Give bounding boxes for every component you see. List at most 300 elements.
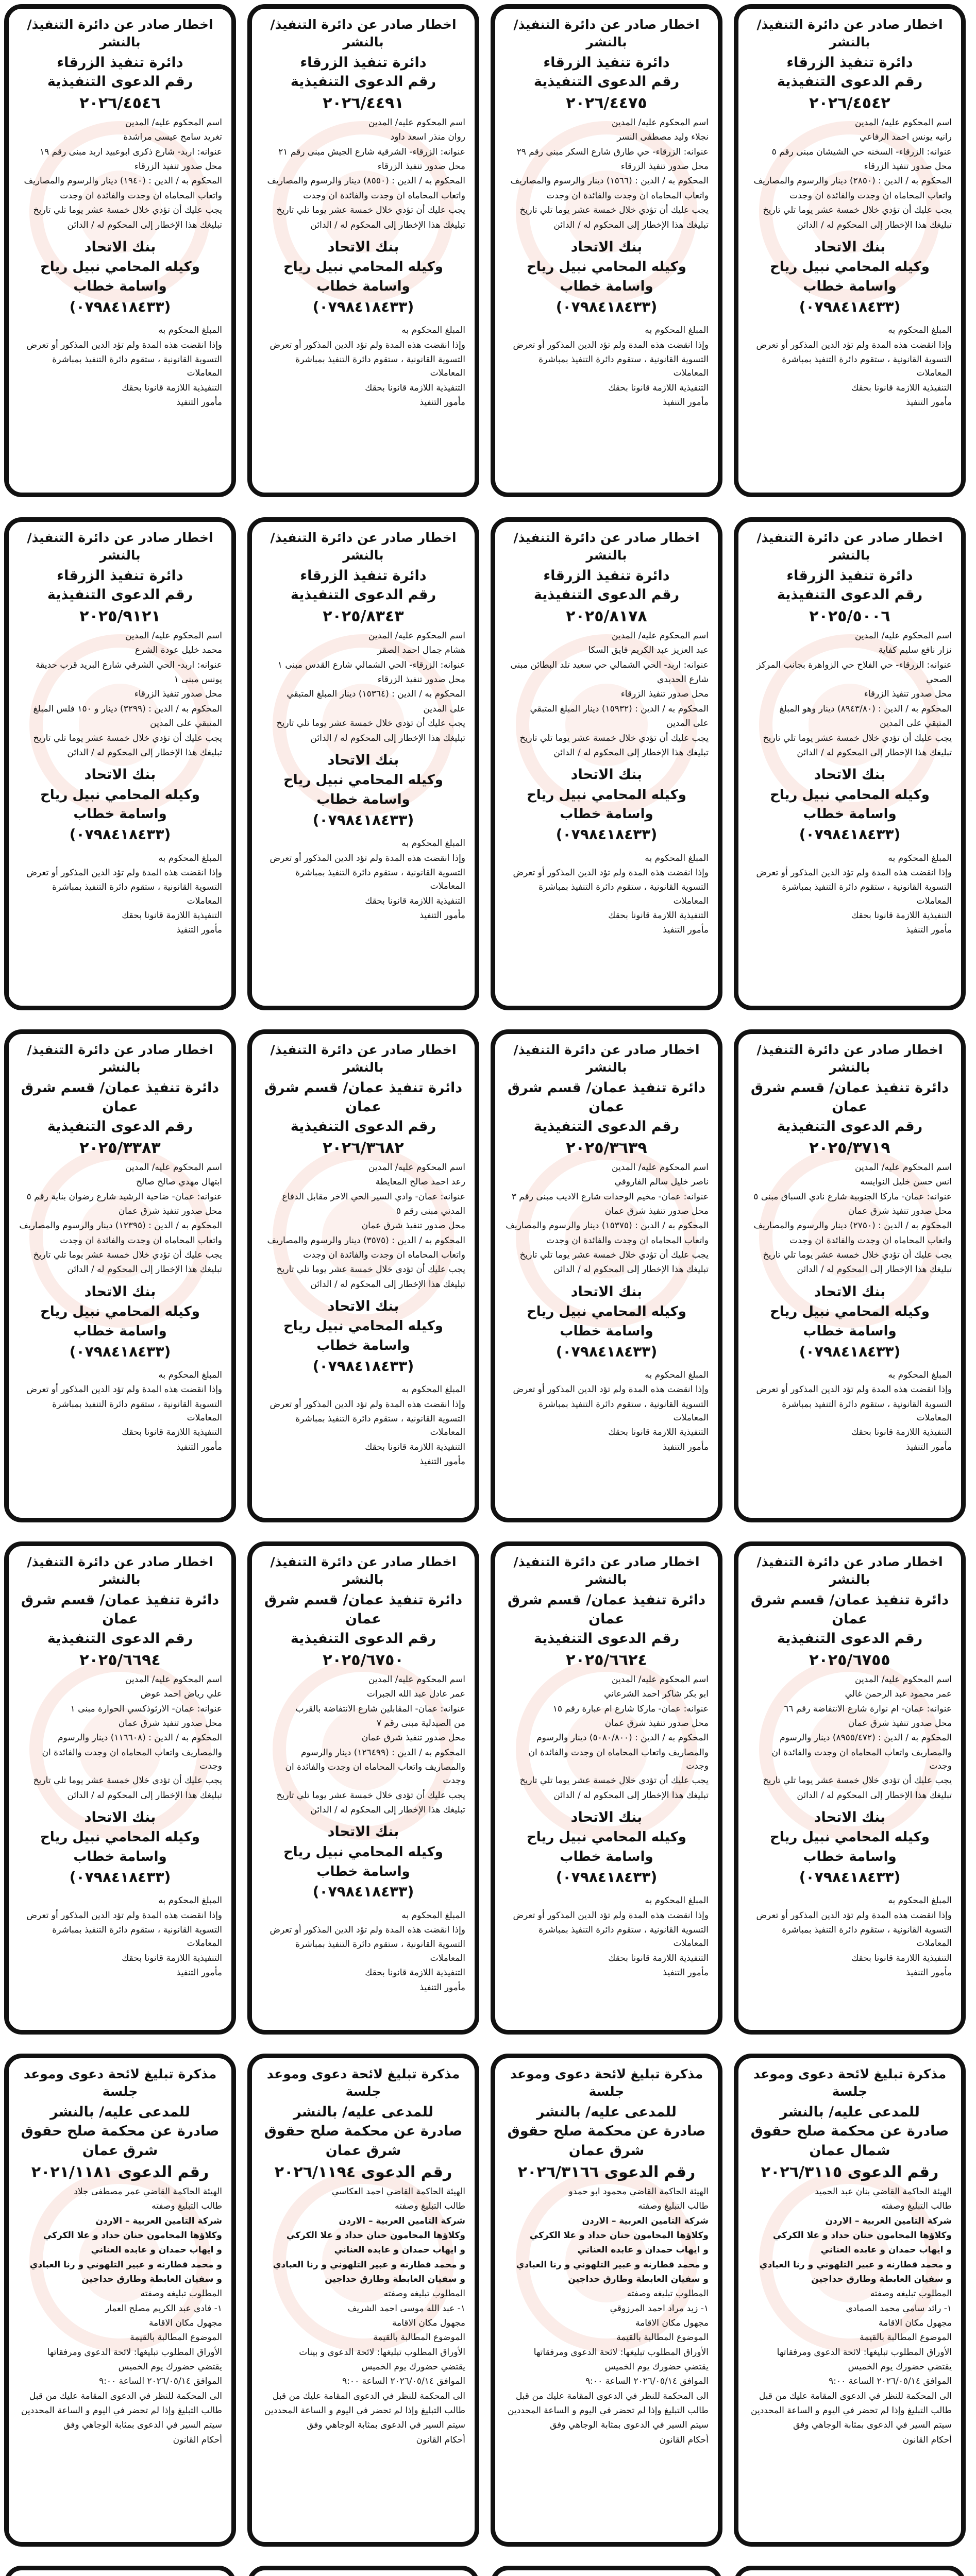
notice-text: يجب عليك أن تؤدي خلال خمسة عشر يوما تلي تاريخ: [763, 205, 952, 216]
notice-lawyer: وكيله المحامي نبيل رياح واسامة خطاب: [770, 1829, 930, 1865]
notice-text: وإذا انقضت هذه المدة ولم تؤد الدين المذكور أو تعرض: [270, 853, 465, 863]
notice-office: للمدعى عليه/ بالنشر: [536, 2104, 677, 2120]
notice-text: المطلوب تبليغه وصفته: [383, 2289, 465, 2299]
notice-text: المبلغ المحكوم به: [888, 853, 952, 863]
notice-text: نجلاء وليد مصطفى النسر: [617, 132, 709, 143]
notice-heading: اخطار صادر عن دائرة التنفيذ/ بالنشر: [27, 1042, 213, 1075]
notice-text: ابو بكر شاكر احمد الشرعاني: [604, 1689, 709, 1700]
notice-text: التسوية القانونية ، ستقوم دائرة التنفيذ بمباشرة المعاملات: [52, 1925, 222, 1949]
notice-text: التسوية القانونية ، ستقوم دائرة التنفيذ بمباشرة المعاملات: [52, 1399, 222, 1423]
notice-text: مأمور التنفيذ: [419, 397, 465, 408]
notice-text: المبلغ المحكوم به: [158, 1370, 222, 1381]
notice-lawyer: وكيله المحامي نبيل رياح واسامة خطاب: [283, 1318, 443, 1354]
notice-text: يجب عليك أن تؤدي خلال خمسة عشر يوما تلي تاريخ: [276, 718, 465, 729]
notice-text: التنفيذية اللازمة قانونا بحقك: [365, 895, 465, 906]
notice-heading: مذكرة تبليغ لائحة دعوى وموعد جلسة: [510, 2066, 703, 2099]
notice-phone: (٠٧٩٨٤١٨٤٣٣): [556, 826, 658, 843]
notice-text: وإذا انقضت هذه المدة ولم تؤد الدين المذكور أو تعرض: [756, 1384, 952, 1395]
notice-text: يقتضي حضورك يوم الخميس: [118, 2362, 222, 2372]
notice-office: دائرة تنفيذ عمان/ قسم شرق عمان: [750, 1591, 949, 1628]
notice-text: تبليغك هذا الإخطار إلى المحكوم له / الدائن: [797, 747, 952, 758]
notice-text: عنوانه: الزرقاء- السخنه حي الشيشان مبنى رقم ٥: [771, 146, 952, 157]
notice-case-label: رقم الدعوى التنفيذية: [290, 1631, 436, 1647]
notice-case-label: رقم الدعوى التنفيذية: [47, 587, 193, 603]
notice-text: المطلوب تبليغه وصفته: [627, 2289, 709, 2299]
notice-text: التنفيذية اللازمة قانونا بحقك: [608, 1953, 709, 1963]
notice-text: عنوانه: الزرقاء- الحي الشمالي شارع القدس مبنى ١: [277, 659, 465, 670]
notice-party: و ايهاب حمدان و عابده العناني: [91, 2245, 222, 2256]
notice-card: [4, 2054, 236, 2547]
notice-text: التسوية القانونية ، ستقوم دائرة التنفيذ بمباشرة المعاملات: [539, 1399, 709, 1423]
notice-creditor: بنك الاتحاد: [84, 767, 156, 783]
notice-text: أحكام القانون: [173, 2434, 222, 2445]
notice-text: تبليغك هذا الإخطار إلى المحكوم له / الدائن: [797, 219, 952, 230]
notice-text: عنوانه: عمان- ماركا الجنوبية شارع نادي السباق مبنى ٥: [753, 1191, 952, 1202]
notice-party: و سفيان العابطة وطارق حداجين: [811, 2274, 952, 2284]
notice-lawyer: وكيله المحامي نبيل رياح واسامة خطاب: [283, 259, 443, 295]
notice-office: دائرة تنفيذ عمان/ قسم شرق عمان: [21, 1079, 220, 1115]
notice-text: واتعاب المحاماه ان وجدت والفائدة ان وجدت: [303, 190, 465, 201]
notice-text: علي رياض احمد عوض: [140, 1689, 222, 1700]
notice-creditor: بنك الاتحاد: [814, 767, 886, 783]
notice-text: طالب التبليغ وصفته: [638, 2201, 709, 2212]
notice-lawyer: وكيله المحامي نبيل رياح واسامة خطاب: [527, 259, 686, 295]
notice-lawyer: وكيله المحامي نبيل رياح واسامة خطاب: [40, 1304, 200, 1339]
notice-text: الأوراق المطلوب تبليغها: لائحة الدعوى و بينات: [299, 2347, 465, 2358]
notice-text: ١- عبد الله موسى احمد الشريف: [347, 2303, 465, 2314]
notice-case-label: رقم الدعوى التنفيذية: [777, 1118, 923, 1135]
notice-text: على المدين: [423, 703, 465, 714]
notice-text: الموضوع المطالبة بالقيمة: [616, 2332, 709, 2343]
notice-text: يجب عليك أن تؤدي خلال خمسة عشر يوما تلي تاريخ: [276, 1790, 465, 1801]
notice-heading: مذكرة تبليغ لائحة دعوى وموعد جلسة: [266, 2066, 460, 2099]
notice-text: مأمور التنفيذ: [419, 1456, 465, 1467]
notice-heading: مذكرة تبليغ لائحة دعوى وموعد جلسة: [23, 2066, 217, 2099]
notice-card: [4, 4, 236, 497]
notice-text: ١- فادي عبد الكريم مصلح العمار: [105, 2303, 222, 2314]
notice-text: هشام جمال احمد الصقر: [377, 645, 465, 656]
notice-text: يقتضي حضورك يوم الخميس: [361, 2362, 465, 2372]
notice-text: يجب عليك أن تؤدي خلال خمسة عشر يوما تلي تاريخ: [33, 1775, 222, 1786]
notice-text: ١- رائد سامي محمد الصمادي: [846, 2303, 952, 2314]
notice-text: تبليغك هذا الإخطار إلى المحكوم له / الدائن: [67, 1790, 222, 1801]
notice-text: مأمور التنفيذ: [663, 397, 709, 408]
notice-text: المحكوم به / الدين : (٨٩٤٣/٨٠) دينار وهو المبلغ: [779, 703, 952, 714]
notice-text: المبلغ المحكوم به: [888, 325, 952, 336]
notice-text: الهيئة الحاكمة القاضي بنان عبد الحميد: [815, 2186, 952, 2197]
notice-text: المحكوم به / الدين : (٢٨٥٠) دينار والرسوم والمصاريف: [753, 176, 952, 187]
notice-card: [247, 2054, 479, 2547]
notice-text: شارع الحديدي: [657, 674, 709, 685]
notice-text: اسم المحكوم عليه/ المدين: [855, 117, 952, 128]
notice-text: مأمور التنفيذ: [663, 1442, 709, 1452]
notice-text: سيتم السير في الدعوى بمثابة الوجاهي وفق: [63, 2420, 222, 2431]
notice-card: [491, 517, 722, 1010]
notice-lawyer: وكيله المحامي نبيل رياح واسامة خطاب: [527, 787, 686, 822]
notice-text: المحكوم به / الدين : (٨٩٥٥/٤٧٢) دينار والرسوم: [780, 1733, 952, 1743]
notice-case-label: رقم الدعوى التنفيذية: [533, 587, 680, 603]
notice-lawyer: وكيله المحامي نبيل رياح واسامة خطاب: [770, 1304, 930, 1339]
notice-text: يجب عليك أن تؤدي خلال خمسة عشر يوما تلي تاريخ: [276, 205, 465, 216]
notice-text: وإذا انقضت هذه المدة ولم تؤد الدين المذكور أو تعرض: [513, 1910, 709, 1921]
notice-text: التنفيذية اللازمة قانونا بحقك: [851, 910, 952, 921]
notice-heading: اخطار صادر عن دائرة التنفيذ/ بالنشر: [27, 530, 213, 563]
notice-text: طالب التبليغ وإذا لم تحضر في اليوم و الساعة المحددين: [751, 2405, 952, 2416]
notice-case-number: رقم الدعوى ٢٠٢٦/١١٩٤: [274, 2163, 452, 2181]
notice-text: الصحي: [926, 674, 952, 685]
notice-text: مأمور التنفيذ: [906, 1968, 952, 1978]
notice-text: الهيئة الحاكمة القاضي محمود ابو حمدو: [568, 2186, 709, 2197]
notice-text: اسم المحكوم عليه/ المدين: [855, 1162, 952, 1173]
notice-text: تبليغك هذا الإخطار إلى المحكوم له / الدائن: [67, 747, 222, 758]
notice-text: وإذا انقضت هذه المدة ولم تؤد الدين المذكور أو تعرض: [756, 1910, 952, 1921]
notice-text: مأمور التنفيذ: [906, 397, 952, 408]
notice-text: اسم المحكوم عليه/ المدين: [368, 631, 465, 641]
notice-text: التنفيذية اللازمة قانونا بحقك: [851, 1427, 952, 1438]
notice-card: [491, 1029, 722, 1522]
notice-text: رانيه يونس احمد الرفاعي: [860, 132, 952, 143]
notice-party: وكلاؤها المحامون حنان حداد و علا الكركي: [286, 2230, 465, 2241]
notice-text: محل صدور تنفيذ الزرقاء: [134, 161, 222, 172]
notice-text: الموضوع المطالبة بالقيمة: [860, 2332, 952, 2343]
notice-text: الهيئة الحاكمة القاضي احمد العكاسي: [331, 2186, 465, 2197]
notice-text: التسوية القانونية ، ستقوم دائرة التنفيذ بمباشرة المعاملات: [295, 354, 465, 379]
notice-party: شركة التامين العربية – الاردن: [582, 2215, 709, 2226]
notice-case-label: رقم الدعوى التنفيذية: [777, 1631, 923, 1647]
notice-text: التنفيذية اللازمة قانونا بحقك: [365, 1968, 465, 1978]
notice-text: المحكوم به / الدين : (١٢٦٤٩٩) دينار والرسوم: [301, 1747, 465, 1758]
notice-case-label: رقم الدعوى التنفيذية: [533, 1118, 680, 1135]
notice-office: للمدعى عليه/ بالنشر: [780, 2104, 920, 2120]
notice-case-label: رقم الدعوى التنفيذية: [290, 587, 436, 603]
notice-heading: اخطار صادر عن دائرة التنفيذ/ بالنشر: [270, 17, 457, 49]
notice-case-label: صادرة عن محكمة صلح حقوق شمال عمان: [750, 2123, 949, 2159]
notice-text: يجب عليك أن تؤدي خلال خمسة عشر يوما تلي تاريخ: [763, 733, 952, 743]
notice-party: شركة التامين العربية – الاردن: [339, 2215, 465, 2226]
notice-party: وكلاؤها المحامون حنان حداد و علا الكركي: [772, 2230, 952, 2241]
notice-text: محل صدور تنفيذ شرق عمان: [604, 1206, 709, 1216]
notice-text: من الصيدلية مبنى رقم ٧: [376, 1718, 465, 1728]
notice-text: تبليغك هذا الإخطار إلى المحكوم له / الدائن: [553, 219, 709, 230]
notice-party: شركة التامين العربية – الاردن: [95, 2215, 222, 2226]
notice-card: [4, 517, 236, 1010]
notice-case-label: رقم الدعوى التنفيذية: [290, 1118, 436, 1135]
notice-text: طالب التبليغ وإذا لم تحضر في اليوم و الساعة المحددين: [508, 2405, 709, 2416]
notice-card: [247, 4, 479, 497]
notice-text: وإذا انقضت هذه المدة ولم تؤد الدين المذكور أو تعرض: [26, 868, 222, 878]
notice-text: التنفيذية اللازمة قانونا بحقك: [608, 910, 709, 921]
notice-case-number: ٢٠٢٥/٦٦٢٤: [566, 1651, 647, 1669]
notice-heading: اخطار صادر عن دائرة التنفيذ/ بالنشر: [270, 1042, 457, 1075]
notice-text: يجب عليك أن تؤدي خلال خمسة عشر يوما تلي تاريخ: [33, 1249, 222, 1260]
notice-case-number: رقم الدعوى ٢٠٢١/١١٨١: [31, 2163, 209, 2181]
notice-text: اسم المحكوم عليه/ المدين: [368, 117, 465, 128]
notice-office: للمدعى عليه/ بالنشر: [50, 2104, 190, 2120]
notice-text: الموافق ٢٠٢٦/٠٥/١٤ الساعة ٩:٠٠: [342, 2376, 465, 2387]
notice-card: [247, 1541, 479, 2035]
notice-card: [4, 2566, 236, 2576]
notice-creditor: بنك الاتحاد: [84, 1283, 156, 1300]
notice-text: عنوانه: عمان- ماركا شارع ام عبارة رقم ١٥: [552, 1703, 709, 1714]
notice-text: عبد العزيز عبد الكريم فايق السكا: [588, 645, 709, 656]
notice-lawyer: وكيله المحامي نبيل رياح واسامة خطاب: [527, 1304, 686, 1339]
notice-text: طالب التبليغ وإذا لم تحضر في اليوم و الساعة المحددين: [264, 2405, 465, 2416]
notice-text: مأمور التنفيذ: [176, 1968, 222, 1978]
notice-text: التسوية القانونية ، ستقوم دائرة التنفيذ بمباشرة المعاملات: [539, 354, 709, 379]
notice-heading: اخطار صادر عن دائرة التنفيذ/ بالنشر: [27, 17, 213, 49]
notice-text: يجب عليك أن تؤدي خلال خمسة عشر يوما تلي تاريخ: [763, 1249, 952, 1260]
notice-text: المحكوم به / الدين : (٣٥٧٥) دينار والرسوم والمصاريف: [267, 1235, 465, 1246]
notice-text: التنفيذية اللازمة قانونا بحقك: [851, 382, 952, 393]
notice-party: وكلاؤها المحامون حنان حداد و علا الكركي: [43, 2230, 222, 2241]
notice-text: محمد خليل عودة الشرع: [134, 645, 222, 656]
notice-case-label: رقم الدعوى التنفيذية: [47, 74, 193, 90]
notice-heading: مذكرة تبليغ لائحة دعوى وموعد جلسة: [753, 2066, 947, 2099]
notice-heading: اخطار صادر عن دائرة التنفيذ/ بالنشر: [513, 1554, 700, 1587]
notice-text: أحكام القانون: [659, 2434, 709, 2445]
notice-phone: (٠٧٩٨٤١٨٤٣٣): [799, 826, 901, 843]
notice-case-number: ٢٠٢٥/٦٧٥٠: [323, 1651, 404, 1669]
notice-text: واتعاب المحاماه ان وجدت والفائدة ان وجدت: [303, 1249, 465, 1260]
notice-text: محل صدور تنفيذ الزرقاء: [864, 161, 952, 172]
notice-text: عنوانه: عمان- وادي السير الحي الاخر مقابل الدفاع: [282, 1191, 465, 1202]
notice-card: [734, 2566, 966, 2576]
notice-card: [4, 1541, 236, 2035]
notice-text: الى المحكمة للنظر في الدعوى المقامة عليك من قبل: [272, 2391, 465, 2401]
notice-case-label: صادرة عن محكمة صلح حقوق شرق عمان: [507, 2123, 706, 2159]
notice-text: المبلغ المحكوم به: [158, 1895, 222, 1906]
notice-card: [247, 517, 479, 1010]
notice-text: واتعاب المحاماه ان وجدت والفائدة ان وجدت: [546, 1235, 709, 1246]
notice-card: [734, 2054, 966, 2547]
notice-card: [491, 1541, 722, 2035]
notice-text: تبليغك هذا الإخطار إلى المحكوم له / الدائن: [310, 219, 465, 230]
notice-lawyer: وكيله المحامي نبيل رياح واسامة خطاب: [770, 787, 930, 822]
notice-text: مأمور التنفيذ: [663, 925, 709, 936]
notice-text: يقتضي حضورك يوم الخميس: [848, 2362, 952, 2372]
notice-office: دائرة تنفيذ الزرقاء: [543, 567, 670, 584]
notice-creditor: بنك الاتحاد: [814, 1283, 886, 1300]
notice-text: الموافق ٢٠٢٦/٠٥/١٤ الساعة ٩:٠٠: [585, 2376, 709, 2387]
notice-office: دائرة تنفيذ عمان/ قسم شرق عمان: [507, 1079, 706, 1115]
notice-case-label: رقم الدعوى التنفيذية: [777, 74, 923, 90]
notice-card: [734, 517, 966, 1010]
notice-text: المحكوم به / الدين : (١٥٣٧٥) دينار والرسوم والمصاريف: [506, 1221, 709, 1231]
notice-text: المبلغ المحكوم به: [645, 1895, 709, 1906]
notice-text: وإذا انقضت هذه المدة ولم تؤد الدين المذكور أو تعرض: [270, 1399, 465, 1410]
notice-text: يجب عليك أن تؤدي خلال خمسة عشر يوما تلي تاريخ: [519, 1249, 709, 1260]
notice-text: محل صدور تنفيذ شرق عمان: [848, 1206, 952, 1216]
notice-office: دائرة تنفيذ الزرقاء: [300, 54, 427, 71]
notice-text: المبلغ المحكوم به: [645, 1370, 709, 1381]
notice-phone: (٠٧٩٨٤١٨٤٣٣): [69, 1343, 171, 1360]
notice-phone: (٠٧٩٨٤١٨٤٣٣): [799, 1868, 901, 1886]
notice-heading: اخطار صادر عن دائرة التنفيذ/ بالنشر: [270, 1554, 457, 1587]
notice-text: والمصاريف واتعاب المحاماه ان وجدت والفائدة ان وجدت: [771, 1747, 952, 1771]
notice-party: و محمد قطارنه و عبير التلهوني و رنا العبادي: [29, 2259, 222, 2270]
notice-text: الأوراق المطلوب تبليغها: لائحة الدعوى ومرفقاتها: [533, 2347, 709, 2358]
notice-party: و سفيان العابطة وطارق حداجين: [325, 2274, 465, 2284]
notice-text: المحكوم به / الدين : (٥٠٨٠/٨٠٠) دينار والرسوم: [536, 1733, 709, 1743]
notice-case-number: ٢٠٢٥/٨٣٤٣: [323, 607, 404, 626]
notice-text: مأمور التنفيذ: [906, 925, 952, 936]
notice-case-number: رقم الدعوى ٢٠٢٦/٣١٦٦: [517, 2163, 696, 2181]
notice-office: دائرة تنفيذ الزرقاء: [300, 567, 427, 584]
notice-text: المحكوم به / الدين : (٨٥٥٠) دينار والرسوم والمصاريف: [267, 176, 465, 187]
notice-case-number: ٢٠٢٥/٣٧١٩: [809, 1139, 890, 1157]
notice-text: اسم المحكوم عليه/ المدين: [368, 1674, 465, 1685]
notice-heading: اخطار صادر عن دائرة التنفيذ/ بالنشر: [513, 1042, 700, 1075]
notice-heading: اخطار صادر عن دائرة التنفيذ/ بالنشر: [756, 17, 943, 49]
notice-text: يجب عليك أن تؤدي خلال خمسة عشر يوما تلي تاريخ: [276, 1264, 465, 1275]
notice-text: يجب عليك أن تؤدي خلال خمسة عشر يوما تلي تاريخ: [519, 205, 709, 216]
notice-text: التسوية القانونية ، ستقوم دائرة التنفيذ بمباشرة المعاملات: [52, 354, 222, 379]
notice-case-label: رقم الدعوى التنفيذية: [777, 587, 923, 603]
notice-party: و ايهاب حمدان و عابده العناني: [820, 2245, 952, 2256]
notice-phone: (٠٧٩٨٤١٨٤٣٣): [69, 298, 171, 315]
notice-creditor: بنك الاتحاد: [327, 1298, 399, 1314]
notice-text: المبلغ المحكوم به: [645, 853, 709, 863]
notice-text: تبليغك هذا الإخطار إلى المحكوم له / الدائن: [797, 1790, 952, 1801]
notice-text: انس حسن خليل النوايسه: [860, 1177, 952, 1188]
notice-text: تبليغك هذا الإخطار إلى المحكوم له / الدائن: [797, 1264, 952, 1275]
notice-text: محل صدور تنفيذ الزرقاء: [620, 161, 709, 172]
notice-heading: اخطار صادر عن دائرة التنفيذ/ بالنشر: [27, 1554, 213, 1587]
notice-office: دائرة تنفيذ الزرقاء: [57, 567, 183, 584]
notice-heading: اخطار صادر عن دائرة التنفيذ/ بالنشر: [513, 17, 700, 49]
notice-text: التسوية القانونية ، ستقوم دائرة التنفيذ بمباشرة المعاملات: [782, 354, 952, 379]
notice-text: الأوراق المطلوب تبليغها: لائحة الدعوى ومرفقاتها: [777, 2347, 952, 2358]
notice-heading: اخطار صادر عن دائرة التنفيذ/ بالنشر: [756, 530, 943, 563]
notice-text: التنفيذية اللازمة قانونا بحقك: [122, 382, 222, 393]
notice-text: اسم المحكوم عليه/ المدين: [125, 1162, 222, 1173]
notice-text: اسم المحكوم عليه/ المدين: [125, 117, 222, 128]
notice-text: وإذا انقضت هذه المدة ولم تؤد الدين المذكور أو تعرض: [26, 1910, 222, 1921]
notice-text: تبليغك هذا الإخطار إلى المحكوم له / الدائن: [310, 1804, 465, 1815]
notice-text: يجب عليك أن تؤدي خلال خمسة عشر يوما تلي تاريخ: [519, 733, 709, 743]
notice-office: دائرة تنفيذ عمان/ قسم شرق عمان: [21, 1591, 220, 1628]
notice-case-label: رقم الدعوى التنفيذية: [533, 1631, 680, 1647]
notice-text: تبليغك هذا الإخطار إلى المحكوم له / الدائن: [67, 1264, 222, 1275]
notice-text: اسم المحكوم عليه/ المدين: [612, 631, 709, 641]
notice-text: مجهول مكان الاقامة: [392, 2317, 465, 2328]
notice-text: محل صدور تنفيذ شرق عمان: [604, 1718, 709, 1728]
notice-case-number: ٢٠٢٦/٤٥٤٦: [79, 94, 161, 113]
notice-text: محل صدور تنفيذ الزرقاء: [377, 674, 465, 685]
notice-text: المطلوب تبليغه وصفته: [140, 2289, 222, 2299]
notice-party: و ايهاب حمدان و عابده العناني: [577, 2245, 709, 2256]
notice-text: الموافق ٢٠٢٦/٠٥/١٤ الساعة ٩:٠٠: [99, 2376, 222, 2387]
notice-heading: اخطار صادر عن دائرة التنفيذ/ بالنشر: [513, 530, 700, 563]
notice-text: محل صدور تنفيذ الزرقاء: [864, 689, 952, 700]
notice-lawyer: وكيله المحامي نبيل رياح واسامة خطاب: [40, 259, 200, 295]
notice-case-label: رقم الدعوى التنفيذية: [290, 74, 436, 90]
notice-text: محل صدور تنفيذ شرق عمان: [361, 1733, 465, 1743]
notice-text: وإذا انقضت هذه المدة ولم تؤد الدين المذكور أو تعرض: [513, 1384, 709, 1395]
notice-office: دائرة تنفيذ الزرقاء: [786, 54, 913, 71]
notice-creditor: بنك الاتحاد: [570, 1283, 643, 1300]
notice-text: روان منذر اسعد داود: [390, 132, 465, 143]
notice-text: طالب التبليغ وصفته: [395, 2201, 465, 2212]
notice-phone: (٠٧٩٨٤١٨٤٣٣): [799, 1343, 901, 1360]
notice-text: الهيئة الحاكمة القاضي عمر مصطفى جلاد: [74, 2186, 222, 2197]
notice-text: اسم المحكوم عليه/ المدين: [855, 1674, 952, 1685]
notice-party: و ايهاب حمدان و عابده العناني: [334, 2245, 465, 2256]
notice-heading: اخطار صادر عن دائرة التنفيذ/ بالنشر: [756, 1042, 943, 1075]
notice-lawyer: وكيله المحامي نبيل رياح واسامة خطاب: [40, 787, 200, 822]
notice-text: اسم المحكوم عليه/ المدين: [612, 117, 709, 128]
notice-text: مجهول مكان الاقامة: [149, 2317, 222, 2328]
notice-party: و محمد قطارنه و عبير التلهوني و رنا العبادي: [516, 2259, 709, 2270]
notice-text: تبليغك هذا الإخطار إلى المحكوم له / الدائن: [310, 1279, 465, 1290]
notice-text: مأمور التنفيذ: [419, 910, 465, 921]
notice-text: التسوية القانونية ، ستقوم دائرة التنفيذ بمباشرة المعاملات: [52, 882, 222, 906]
notice-text: والمصاريف واتعاب المحاماه ان وجدت والفائدة ان وجدت: [285, 1761, 465, 1786]
notice-office: للمدعى عليه/ بالنشر: [293, 2104, 433, 2120]
notice-card: [734, 1541, 966, 2035]
notice-office: دائرة تنفيذ عمان/ قسم شرق عمان: [264, 1591, 463, 1628]
notice-case-label: رقم الدعوى التنفيذية: [47, 1631, 193, 1647]
notice-text: عنوانه: عمان- مخيم الوحدات شارع الاديب مبنى رقم ٣: [511, 1191, 709, 1202]
notice-card: [734, 1029, 966, 1522]
notice-text: اسم المحكوم عليه/ المدين: [612, 1162, 709, 1173]
notice-text: عنوانه: اربد- الحي الشمالي حي سعيد تلد البطائن مبنى: [510, 659, 709, 670]
notice-text: واتعاب المحاماه ان وجدت والفائدة ان وجدت: [60, 190, 222, 201]
notice-text: الموافق ٢٠٢٦/٠٥/١٤ الساعة ٩:٠٠: [829, 2376, 952, 2387]
notice-creditor: بنك الاتحاد: [814, 1809, 886, 1825]
notice-party: و سفيان العابطة وطارق حداجين: [568, 2274, 709, 2284]
notice-phone: (٠٧٩٨٤١٨٤٣٣): [69, 1868, 171, 1886]
notice-case-number: ٢٠٢٥/٣٦٣٩: [566, 1139, 647, 1157]
notice-text: مأمور التنفيذ: [906, 1442, 952, 1452]
notice-text: عمر محمود عبد الرحمن غالي: [845, 1689, 952, 1700]
notice-card: [247, 2566, 479, 2576]
notice-text: المبلغ المحكوم به: [401, 1910, 465, 1921]
notice-card: [491, 2054, 722, 2547]
notice-case-number: ٢٠٢٥/٣٣٨٣: [79, 1139, 161, 1157]
notice-text: المبلغ المحكوم به: [401, 838, 465, 849]
notice-text: عنوانه: الزرقاء- حي طارق شارع السكر مبنى رقم ٢٩: [516, 146, 709, 157]
notice-case-label: رقم الدعوى التنفيذية: [47, 1118, 193, 1135]
notice-text: مأمور التنفيذ: [176, 397, 222, 408]
notice-lawyer: وكيله المحامي نبيل رياح واسامة خطاب: [527, 1829, 686, 1865]
notice-heading: اخطار صادر عن دائرة التنفيذ/ بالنشر: [270, 530, 457, 563]
notice-text: يجب عليك أن تؤدي خلال خمسة عشر يوما تلي تاريخ: [763, 1775, 952, 1786]
notice-text: تغريد سامح عيسى مراشدة: [123, 132, 222, 143]
notice-case-number: ٢٠٢٥/٨١٧٨: [566, 607, 647, 626]
notice-text: المدني مبنى رقم ٥: [396, 1206, 465, 1216]
notice-text: عنوانه: عمان- ضاحية الرشيد شارع رضوان بناية رقم ٥: [26, 1191, 222, 1202]
notice-text: محل صدور تنفيذ شرق عمان: [118, 1718, 222, 1728]
notice-case-number: ٢٠٢٥/٦٦٩٤: [79, 1651, 161, 1669]
notice-text: المحكوم به / الدين : (١٢٣٩٥) دينار والرسوم والمصاريف: [19, 1221, 222, 1231]
notice-office: دائرة تنفيذ عمان/ قسم شرق عمان: [264, 1079, 463, 1115]
notice-text: التسوية القانونية ، ستقوم دائرة التنفيذ بمباشرة المعاملات: [782, 882, 952, 906]
notice-creditor: بنك الاتحاد: [814, 239, 886, 255]
notice-party: وكلاؤها المحامون حنان حداد و علا الكركي: [529, 2230, 709, 2241]
notice-text: مأمور التنفيذ: [419, 1982, 465, 1993]
notice-creditor: بنك الاتحاد: [327, 1824, 399, 1840]
notice-creditor: بنك الاتحاد: [570, 1809, 643, 1825]
notice-text: مأمور التنفيذ: [176, 1442, 222, 1452]
notice-phone: (٠٧٩٨٤١٨٤٣٣): [799, 298, 901, 315]
notice-text: التسوية القانونية ، ستقوم دائرة التنفيذ بمباشرة المعاملات: [539, 882, 709, 906]
notice-text: ناصر خليل سالم الفاروقي: [614, 1177, 709, 1188]
notice-party: و محمد قطارنه و عبير التلهوني و رنا العبادي: [273, 2259, 465, 2270]
notice-text: وإذا انقضت هذه المدة ولم تؤد الدين المذكور أو تعرض: [513, 340, 709, 350]
notice-creditor: بنك الاتحاد: [327, 239, 399, 255]
notice-text: المحكوم به / الدين : (١٥٩٣٢) دينار المبلغ المتبقي: [530, 703, 709, 714]
